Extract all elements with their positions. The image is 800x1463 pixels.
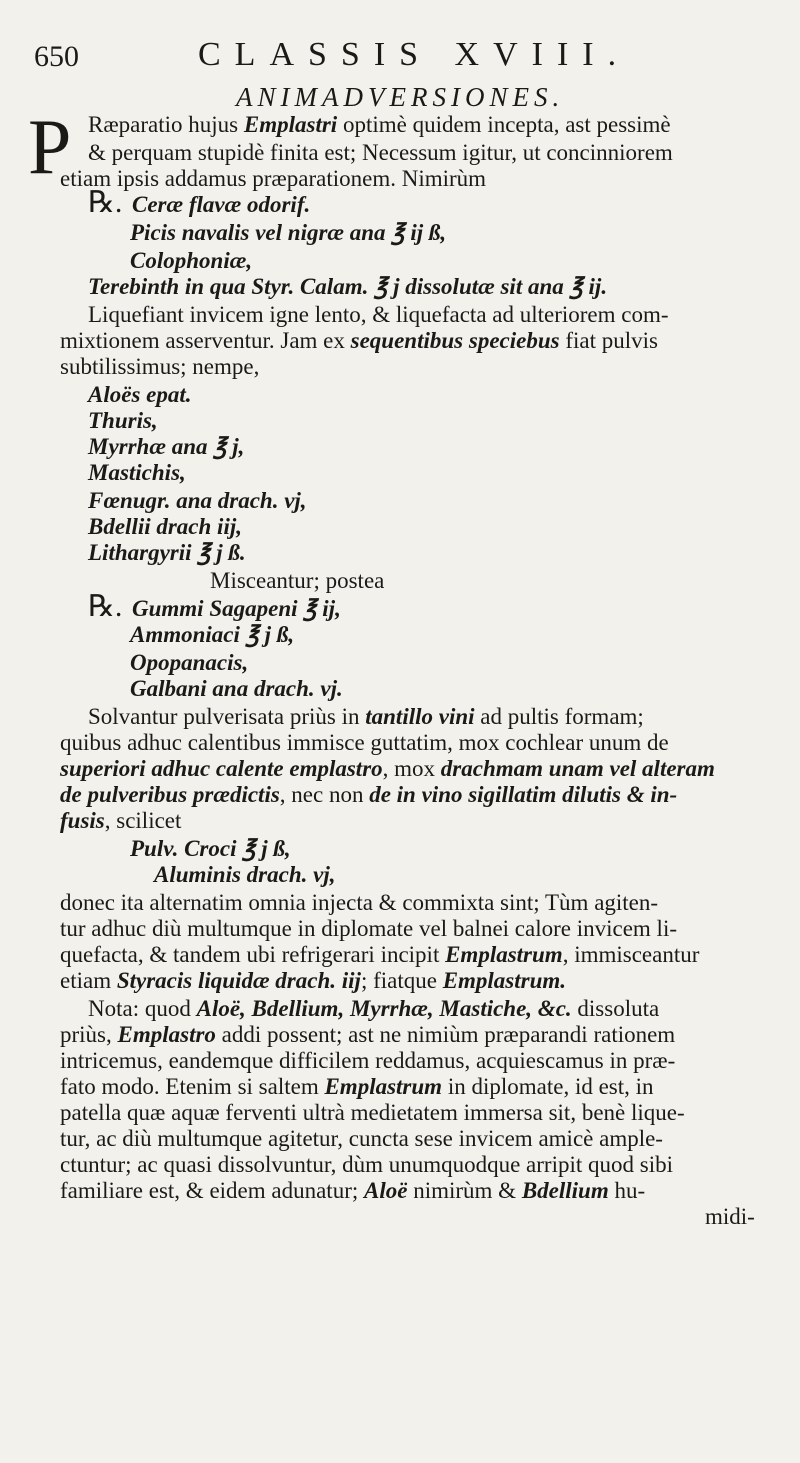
text-line: priùs, Emplastro addi possent; ast ne nimiùm præparandi rationem [60,1022,676,1047]
drop-cap: P [28,103,72,190]
recipe-line: Gummi Sagapeni ℥ ij, [132,596,341,621]
section-title: ANIMADVERSIONES. [236,82,565,112]
text-line: & perquam stupidè finita est; Necessum igitur, ut concinniorem [88,140,673,165]
text-line: quefacta, & tandem ubi refrigerari incipit Emplastrum, immisceantur [60,942,700,967]
ingredient-line: Lithargyrii ℥ j ß. [88,540,246,565]
ingredient-line: Aluminis drach. vj, [154,862,336,887]
text-line: Liquefiant invicem igne lento, & liquefacta ad ulteriorem com- [88,302,669,327]
text-line: fusis, scilicet [60,808,182,833]
text-line: patella quæ aquæ ferventi ultrà medietatem immersa sit, benè lique- [60,1100,685,1125]
ingredient-line: Mastichis, [88,460,186,485]
ingredient-line: Bdellii drach iij, [88,514,242,539]
text-line: ctuntur; ac quasi dissolvuntur, dùm unumquodque arripit quod sibi [60,1152,673,1177]
recipe-line: Picis navalis vel nigræ ana ℥ ij ß, [130,220,447,245]
text-line: mixtionem asserventur. Jam ex sequentibus speciebus fiat pulvis [60,328,658,353]
text-line: etiam Styracis liquidæ drach. iij; fiatque Emplastrum. [60,968,567,993]
running-head: CLASSIS XVIII. [198,36,631,73]
text-line: Solvantur pulverisata priùs in tantillo vini ad pultis formam; [88,704,644,729]
text-line: superiori adhuc calente emplastro, mox drachmam unam vel alteram [60,756,715,781]
ingredient-line: Thuris, [88,408,158,433]
ingredient-line: Fœnugr. ana drach. vj, [88,488,307,513]
ingredient-line: Aloës epat. [88,382,192,407]
text-line: Ræparatio hujus Emplastri optimè quidem incepta, ast pessimè [88,112,671,137]
text-line: etiam ipsis addamus præparationem. Nimirùm [60,166,487,191]
text-line: tur, ac diù multumque agitetur, cuncta sese invicem amicè ample- [60,1126,663,1151]
recipe-line: Ceræ flavæ odorif. [132,192,311,217]
recipe-line: Ammoniaci ℥ j ß, [130,622,295,647]
text-line: de pulveribus prædictis, nec non de in vino sigillatim dilutis & in- [60,782,678,807]
text-line: Nota: quod Aloë, Bdellium, Myrrhæ, Mastiche, &c. dissoluta [88,996,660,1021]
text-line: quibus adhuc calentibus immisce guttatim, mox cochlear unum de [60,730,669,755]
catchword: midi- [705,1204,755,1229]
ingredient-line: Myrrhæ ana ℥ j, [88,434,245,459]
text-line: familiare est, & eidem adunatur; Aloë nimirùm & Bdellium hu- [60,1178,646,1203]
text-line: tur adhuc diù multumque in diplomate vel balnei calore invicem li- [60,916,677,941]
recipe-symbol: ℞. [88,186,123,219]
text-line: Misceantur; postea [210,568,385,593]
recipe-line: Terebinth in qua Styr. Calam. ℥ j dissolutæ sit ana ℥ ij. [88,274,608,299]
recipe-symbol: ℞. [88,590,123,623]
text-line: subtilissimus; nempe, [60,354,260,379]
text-line: intricemus, eandemque difficilem reddamus, acquiescamus in præ- [60,1048,676,1073]
recipe-line: Colophoniæ, [130,248,253,273]
recipe-line: Opopanacis, [130,650,249,675]
text-line: donec ita alternatim omnia injecta & commixta sint; Tùm agiten- [60,890,659,915]
text-line: fato modo. Etenim si saltem Emplastrum in diplomate, id est, in [60,1074,654,1099]
page-number: 650 [34,40,79,73]
ingredient-line: Pulv. Croci ℥ j ß, [130,836,291,861]
recipe-line: Galbani ana drach. vj. [130,676,343,701]
